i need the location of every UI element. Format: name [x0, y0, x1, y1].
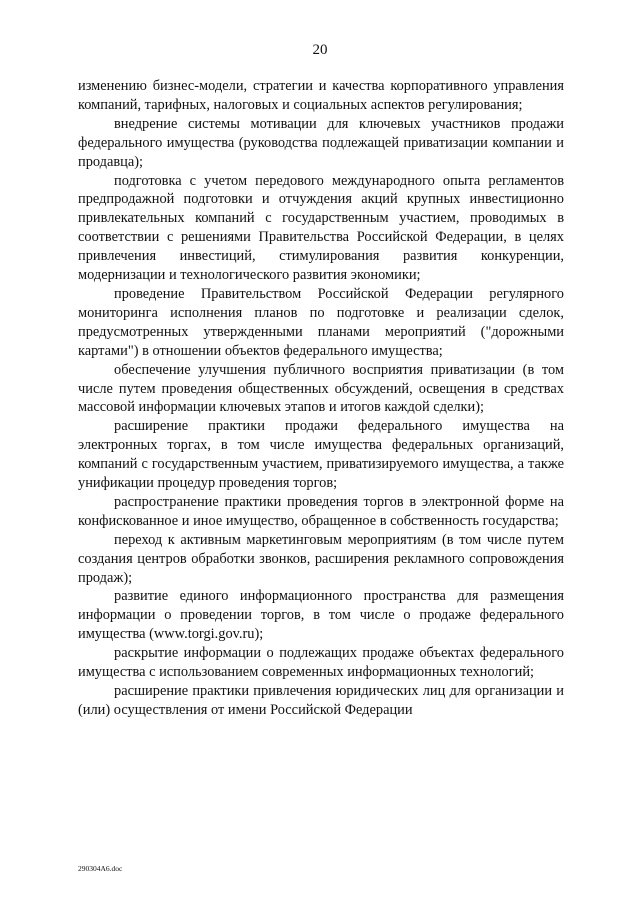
paragraph-confiscated-property: распространение практики проведения торгов в электронной форме на конфискованное и иное имущество, обращенное в собственность государства; — [78, 493, 564, 529]
paragraph-public-perception: обеспечение улучшения публичного восприятия приватизации (в том числе путем проведения общественных обсуждений, освещения в средствах массовой информации ключевых этапов и итогов каждой сделки); — [78, 361, 564, 416]
page-number: 20 — [312, 42, 328, 58]
paragraph-motivation-system: внедрение системы мотивации для ключевых участников продажи федерального имущества (руководства подлежащей приватизации компании и продавца); — [78, 115, 564, 170]
paragraph-legal-entities: расширение практики привлечения юридических лиц для организации и (или) осуществления от имени Российской Федерации — [78, 683, 564, 718]
paragraph-information-space: развитие единого информационного пространства для размещения информации о проведении торгов, в том числе о продаже федерального имущества (www.torgi.gov.ru); — [78, 588, 564, 643]
document-file-code: 290304A6.doc — [78, 864, 123, 873]
paragraph-information-disclosure: раскрытие информации о подлежащих продаже объектах федерального имущества с использованием современных информационных технологий; — [78, 645, 564, 681]
paragraph-government-monitoring: проведение Правительством Российской Федерации регулярного мониторинга исполнения планов по подготовке и реализации сделок, предусмотренных утвержденными планами мероприятий ("дорожными картами") в отношении объектов федерального имущества; — [78, 285, 564, 359]
paragraph-marketing-activities: переход к активным маркетинговым мероприятиям (в том числе путем создания центров обработки звонков, расширения рекламного сопровождения продаж); — [78, 531, 564, 586]
document-body — [78, 77, 564, 720]
paragraph-electronic-auctions: расширение практики продажи федерального имущества на электронных торгах, в том числе имущества федеральных организаций, компаний с государственным участием, приватизируемого имущества, а также унификации процедур проведения торгов; — [78, 418, 564, 492]
paragraph-continuation: изменению бизнес-модели, стратегии и качества корпоративного управления компаний, тарифных, налоговых и социальных аспектов регулирования; — [78, 78, 564, 113]
paragraph-regulations-preparation: подготовка с учетом передового международного опыта регламентов предпродажной подготовки и отчуждения акций крупных инвестиционно привлекательных компаний с государственным участием, проводимых в соответствии с решениями Правительства Российской Федерации, в целях привлечения инвестиций, стимулирования развития конкуренции, модернизации и технологического развития экономики; — [78, 172, 564, 284]
